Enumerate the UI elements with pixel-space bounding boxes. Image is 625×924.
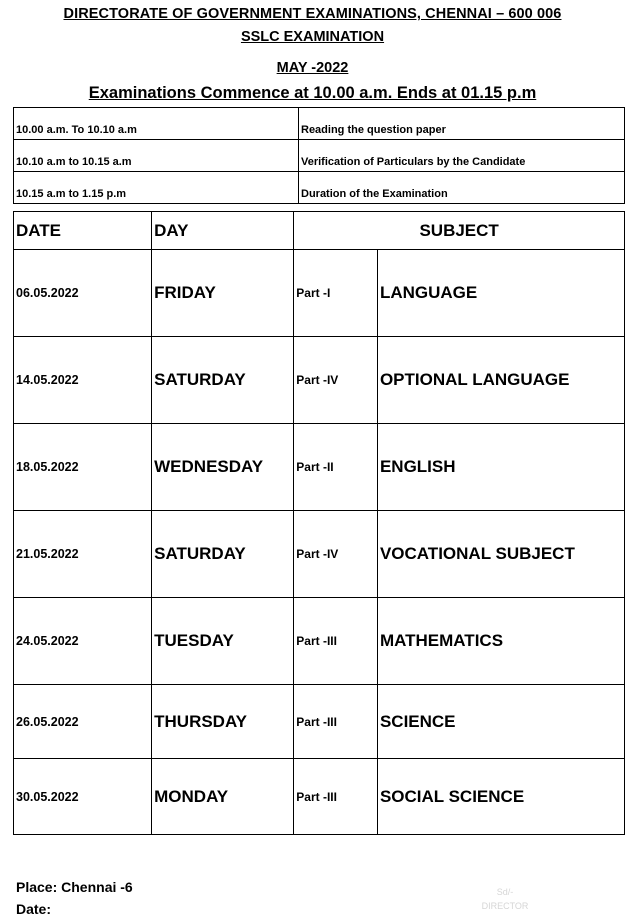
timing-activity: Duration of the Examination bbox=[299, 172, 625, 204]
schedule-row bbox=[14, 598, 625, 685]
exam-date: 21.05.2022 bbox=[14, 511, 152, 598]
exam-part: Part -IV bbox=[294, 511, 378, 598]
exam-date: 18.05.2022 bbox=[14, 424, 152, 511]
timing-activity: Reading the question paper bbox=[299, 108, 625, 140]
schedule-row bbox=[14, 759, 625, 835]
exam-subject: SOCIAL SCIENCE bbox=[377, 759, 624, 835]
exam-subject: SCIENCE bbox=[377, 685, 624, 759]
exam-part: Part -IV bbox=[294, 337, 378, 424]
signature-line2: DIRECTOR bbox=[481, 901, 529, 911]
timing-row bbox=[14, 172, 625, 204]
exam-part: Part -I bbox=[294, 250, 378, 337]
timing-row bbox=[14, 140, 625, 172]
exam-date: 06.05.2022 bbox=[14, 250, 152, 337]
exam-day: SATURDAY bbox=[152, 511, 294, 598]
timing-row bbox=[14, 108, 625, 140]
schedule-row bbox=[14, 337, 625, 424]
exam-day: SATURDAY bbox=[152, 337, 294, 424]
exam-day: TUESDAY bbox=[152, 598, 294, 685]
schedule-header-row bbox=[14, 212, 625, 250]
exam-subject: MATHEMATICS bbox=[377, 598, 624, 685]
exam-part: Part -III bbox=[294, 685, 378, 759]
exam-day: WEDNESDAY bbox=[152, 424, 294, 511]
timing-time: 10.10 a.m to 10.15 a.m bbox=[14, 140, 299, 172]
timing-activity: Verification of Particulars by the Candidate bbox=[299, 140, 625, 172]
exam-subject: ENGLISH bbox=[377, 424, 624, 511]
signature-line1: Sd/- bbox=[496, 887, 514, 897]
header-subject: SUBJECT bbox=[294, 212, 625, 250]
exam-subject: OPTIONAL LANGUAGE bbox=[377, 337, 624, 424]
exam-subject: LANGUAGE bbox=[377, 250, 624, 337]
signature-watermark bbox=[470, 885, 540, 913]
timing-time: 10.00 a.m. To 10.10 a.m bbox=[14, 108, 299, 140]
header-date: DATE bbox=[14, 212, 152, 250]
date-label: Date: bbox=[16, 901, 52, 917]
header-exam-name: SSLC EXAMINATION bbox=[240, 29, 385, 45]
timing-time: 10.15 a.m to 1.15 p.m bbox=[14, 172, 299, 204]
schedule-row bbox=[14, 250, 625, 337]
schedule-row bbox=[14, 424, 625, 511]
exam-date: 30.05.2022 bbox=[14, 759, 152, 835]
exam-part: Part -II bbox=[294, 424, 378, 511]
exam-day: THURSDAY bbox=[152, 685, 294, 759]
place-label: Place: Chennai -6 bbox=[16, 879, 133, 895]
exam-day: MONDAY bbox=[152, 759, 294, 835]
exam-part: Part -III bbox=[294, 598, 378, 685]
exam-part: Part -III bbox=[294, 759, 378, 835]
schedule-table bbox=[13, 211, 625, 835]
exam-day: FRIDAY bbox=[152, 250, 294, 337]
timing-table bbox=[13, 107, 625, 204]
schedule-row bbox=[14, 511, 625, 598]
exam-subject: VOCATIONAL SUBJECT bbox=[377, 511, 624, 598]
header-directorate: DIRECTORATE OF GOVERNMENT EXAMINATIONS, CHENNAI – 600 006 bbox=[63, 6, 562, 22]
header-day: DAY bbox=[152, 212, 294, 250]
header-session: MAY -2022 bbox=[276, 60, 349, 76]
header-timing-summary: Examinations Commence at 10.00 a.m. Ends at 01.15 p.m bbox=[88, 84, 537, 102]
exam-date: 24.05.2022 bbox=[14, 598, 152, 685]
exam-date: 26.05.2022 bbox=[14, 685, 152, 759]
schedule-row bbox=[14, 685, 625, 759]
exam-date: 14.05.2022 bbox=[14, 337, 152, 424]
